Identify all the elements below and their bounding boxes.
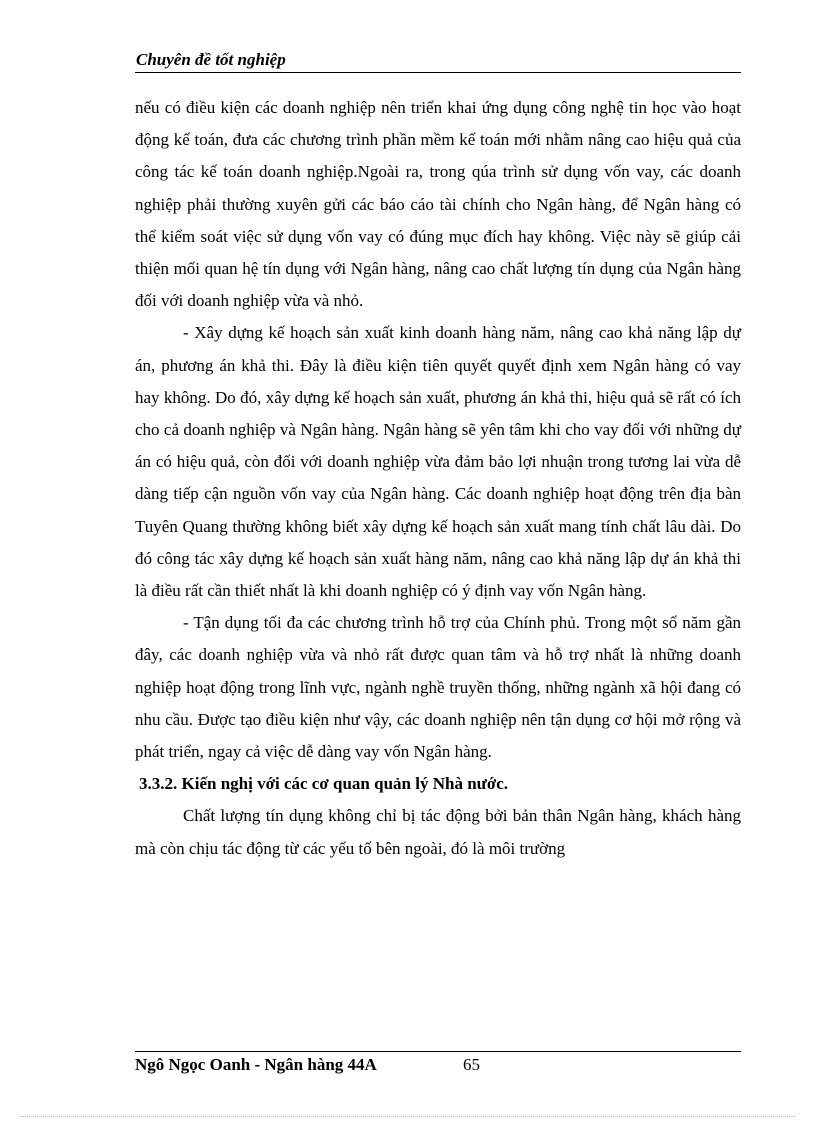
page-header [135,48,741,73]
page-bottom-divider [20,1116,796,1117]
header-title: Chuyên đề tốt nghiệp [136,50,286,69]
document-body [135,92,741,865]
footer-author: Ngô Ngọc Oanh - Ngân hàng 44A [135,1055,377,1074]
paragraph-4: Chất lượng tín dụng không chỉ bị tác động bởi bản thân Ngân hàng, khách hàng mà còn chịu tác động từ các yếu tố bên ngoài, đó là môi trường [135,806,741,858]
paragraph-3: - Tận dụng tối đa các chương trình hỗ trợ của Chính phủ. Trong một số năm gần đây, các doanh nghiệp vừa và nhỏ rất được quan tâm và hỗ trợ nhất là những doanh nghiệp hoạt động trong lĩnh vực, ngành nghề truyền thống, những ngành xã hội đang có nhu cầu. Được tạo điều kiện như vậy, các doanh nghiệp nên tận dụng cơ hội mở rộng và phát triển, ngay cả việc dễ dàng vay vốn Ngân hàng. [135,613,741,762]
page-number: 65 [463,1055,480,1074]
footer-divider [135,1051,741,1052]
paragraph-2: - Xây dựng kế hoạch sản xuất kinh doanh hàng năm, nâng cao khả năng lập dự án, phương án khả thi. Đây là điều kiện tiên quyết quyết định xem Ngân hàng có vay hay không. Do đó, xây dựng kế hoạch sản xuất, phương án khả thi, hiệu quả sẽ rất có ích cho cả doanh nghiệp và Ngân hàng. Ngân hàng sẽ yên tâm khi cho vay đối với những dự án có hiệu quả, còn đối với doanh nghiệp vừa đảm bảo lợi nhuận trong tương lai vừa dễ dàng tiếp cận nguồn vốn vay của Ngân hàng. Các doanh nghiệp hoạt động trên địa bàn Tuyên Quang thường không biết xây dựng kế hoạch sản xuất mang tính chất lâu dài. Do đó công tác xây dựng kế hoạch sản xuất hàng năm, nâng cao khả năng lập dự án khả thi là điều rất cần thiết nhất là khi doanh nghiệp có ý định vay vốn Ngân hàng. [135,323,741,601]
paragraph-1: nếu có điều kiện các doanh nghiệp nên triển khai ứng dụng công nghệ tin học vào hoạt động kế toán, đưa các chương trình phần mềm kế toán mới nhằm nâng cao hiệu quả của công tác kế toán doanh nghiệp.Ngoài ra, trong qúa trình sử dụng vốn vay, các doanh nghiệp phải thường xuyên gửi các báo cáo tài chính cho Ngân hàng, để Ngân hàng có thể kiểm soát việc sử dụng vốn vay có đúng mục đích hay không. Việc này sẽ giúp cải thiện mối quan hệ tín dụng với Ngân hàng, nâng cao chất lượng tín dụng của Ngân hàng đối với doanh nghiệp vừa và nhỏ. [135,98,741,311]
section-heading: 3.3.2. Kiến nghị với các cơ quan quản lý Nhà nước. [139,774,509,794]
